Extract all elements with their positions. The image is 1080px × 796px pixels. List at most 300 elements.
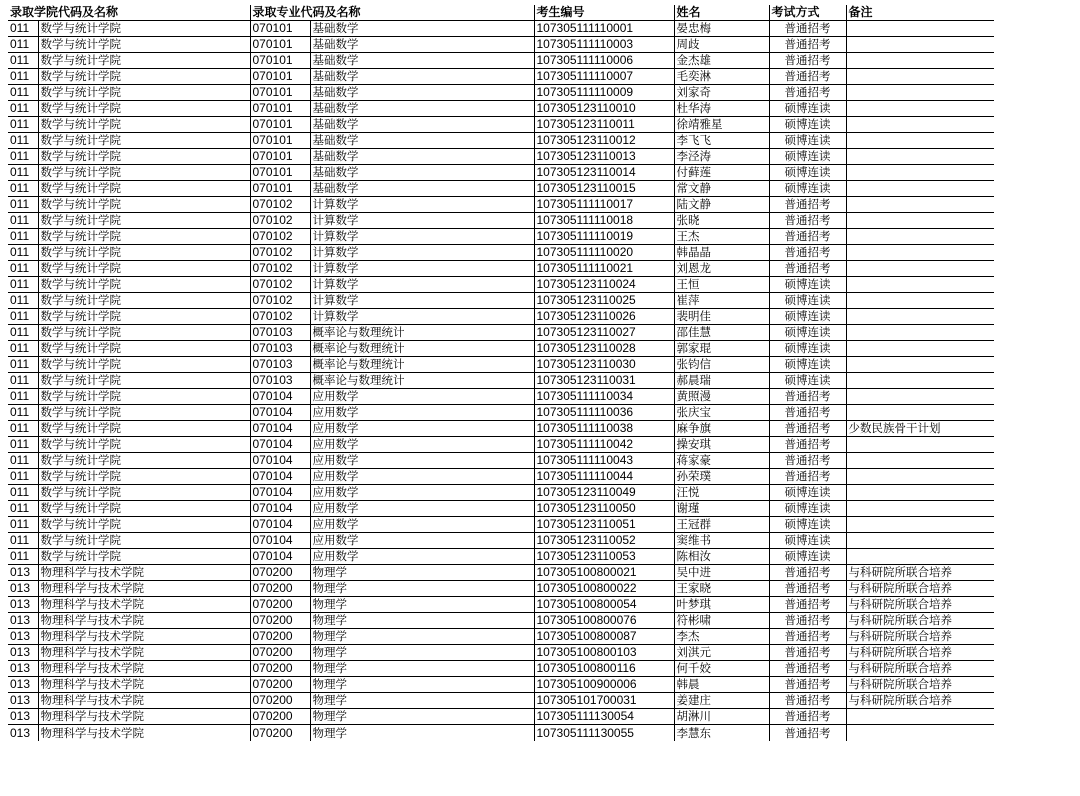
college-code-cell[interactable]: 011 (8, 437, 38, 453)
exam-method-cell[interactable]: 普通招考 (769, 421, 846, 437)
major-name-cell[interactable]: 应用数学 (310, 389, 534, 405)
exam-no-cell[interactable]: 107305111110003 (534, 37, 674, 53)
student-name-cell[interactable]: 汪悦 (674, 485, 769, 501)
major-name-cell[interactable]: 概率论与数理统计 (310, 357, 534, 373)
table-row[interactable] (8, 213, 994, 229)
exam-method-cell[interactable]: 硕博连读 (769, 357, 846, 373)
student-name-cell[interactable]: 常文静 (674, 181, 769, 197)
college-code-cell[interactable]: 013 (8, 565, 38, 581)
exam-no-cell[interactable]: 107305123110014 (534, 165, 674, 181)
college-code-cell[interactable]: 011 (8, 117, 38, 133)
major-code-cell[interactable]: 070104 (250, 453, 310, 469)
exam-method-cell[interactable]: 硕博连读 (769, 277, 846, 293)
student-name-cell[interactable]: 周歧 (674, 37, 769, 53)
exam-no-cell[interactable]: 107305100800103 (534, 645, 674, 661)
exam-no-cell[interactable]: 107305123110025 (534, 293, 674, 309)
remark-cell[interactable] (846, 485, 994, 501)
table-row[interactable] (8, 229, 994, 245)
student-name-cell[interactable]: 李飞飞 (674, 133, 769, 149)
college-code-cell[interactable]: 011 (8, 373, 38, 389)
major-code-cell[interactable]: 070104 (250, 517, 310, 533)
remark-cell[interactable] (846, 245, 994, 261)
major-code-cell[interactable]: 070104 (250, 549, 310, 565)
college-name-cell[interactable]: 数学与统计学院 (38, 53, 250, 69)
student-name-cell[interactable]: 张晓 (674, 213, 769, 229)
exam-method-cell[interactable]: 普通招考 (769, 725, 846, 741)
exam-no-cell[interactable]: 107305111110017 (534, 197, 674, 213)
exam-method-cell[interactable]: 硕博连读 (769, 485, 846, 501)
college-code-cell[interactable]: 011 (8, 341, 38, 357)
student-name-cell[interactable]: 吴中进 (674, 565, 769, 581)
table-row[interactable] (8, 277, 994, 293)
student-name-cell[interactable]: 金杰雄 (674, 53, 769, 69)
remark-cell[interactable] (846, 133, 994, 149)
exam-method-cell[interactable]: 普通招考 (769, 677, 846, 693)
college-name-cell[interactable]: 数学与统计学院 (38, 309, 250, 325)
major-name-cell[interactable]: 计算数学 (310, 213, 534, 229)
table-row[interactable] (8, 21, 994, 37)
remark-cell[interactable] (846, 549, 994, 565)
remark-cell[interactable] (846, 277, 994, 293)
exam-no-cell[interactable]: 107305123110013 (534, 149, 674, 165)
major-code-cell[interactable]: 070104 (250, 437, 310, 453)
remark-cell[interactable] (846, 341, 994, 357)
exam-no-cell[interactable]: 107305123110015 (534, 181, 674, 197)
college-name-cell[interactable]: 数学与统计学院 (38, 245, 250, 261)
major-code-cell[interactable]: 070101 (250, 37, 310, 53)
major-code-cell[interactable]: 070102 (250, 229, 310, 245)
table-row[interactable] (8, 165, 994, 181)
major-name-cell[interactable]: 概率论与数理统计 (310, 325, 534, 341)
college-name-cell[interactable]: 物理科学与技术学院 (38, 693, 250, 709)
major-code-cell[interactable]: 070104 (250, 389, 310, 405)
student-name-cell[interactable]: 郝晨瑞 (674, 373, 769, 389)
major-code-cell[interactable]: 070101 (250, 133, 310, 149)
major-code-cell[interactable]: 070200 (250, 709, 310, 725)
exam-no-cell[interactable]: 107305100800076 (534, 613, 674, 629)
remark-cell[interactable]: 与科研院所联合培养 (846, 581, 994, 597)
student-name-cell[interactable]: 孙荣璞 (674, 469, 769, 485)
college-code-cell[interactable]: 013 (8, 629, 38, 645)
table-row[interactable] (8, 469, 994, 485)
table-row[interactable] (8, 117, 994, 133)
college-code-cell[interactable]: 013 (8, 661, 38, 677)
major-code-cell[interactable]: 070103 (250, 341, 310, 357)
exam-no-cell[interactable]: 107305123110011 (534, 117, 674, 133)
college-code-cell[interactable]: 011 (8, 533, 38, 549)
exam-method-cell[interactable]: 硕博连读 (769, 325, 846, 341)
major-name-cell[interactable]: 应用数学 (310, 405, 534, 421)
major-code-cell[interactable]: 070102 (250, 309, 310, 325)
remark-cell[interactable] (846, 53, 994, 69)
college-name-cell[interactable]: 数学与统计学院 (38, 277, 250, 293)
exam-no-cell[interactable]: 107305123110050 (534, 501, 674, 517)
major-code-cell[interactable]: 070103 (250, 373, 310, 389)
major-code-cell[interactable]: 070101 (250, 101, 310, 117)
college-code-cell[interactable]: 011 (8, 101, 38, 117)
major-code-cell[interactable]: 070104 (250, 485, 310, 501)
major-name-cell[interactable]: 应用数学 (310, 485, 534, 501)
table-row[interactable] (8, 101, 994, 117)
exam-no-cell[interactable]: 107305100800022 (534, 581, 674, 597)
exam-method-cell[interactable]: 硕博连读 (769, 133, 846, 149)
major-name-cell[interactable]: 基础数学 (310, 69, 534, 85)
remark-cell[interactable] (846, 117, 994, 133)
exam-no-cell[interactable]: 107305111110034 (534, 389, 674, 405)
major-name-cell[interactable]: 应用数学 (310, 421, 534, 437)
remark-cell[interactable] (846, 213, 994, 229)
remark-cell[interactable] (846, 389, 994, 405)
major-name-cell[interactable]: 物理学 (310, 613, 534, 629)
exam-method-cell[interactable]: 普通招考 (769, 85, 846, 101)
table-row[interactable] (8, 373, 994, 389)
major-name-cell[interactable]: 基础数学 (310, 101, 534, 117)
major-name-cell[interactable]: 应用数学 (310, 549, 534, 565)
major-code-cell[interactable]: 070102 (250, 261, 310, 277)
major-name-cell[interactable]: 基础数学 (310, 133, 534, 149)
exam-no-cell[interactable]: 107305111110018 (534, 213, 674, 229)
exam-method-cell[interactable]: 普通招考 (769, 229, 846, 245)
major-name-cell[interactable]: 计算数学 (310, 277, 534, 293)
exam-method-cell[interactable]: 普通招考 (769, 661, 846, 677)
exam-method-cell[interactable]: 硕博连读 (769, 517, 846, 533)
student-name-cell[interactable]: 裴明佳 (674, 309, 769, 325)
college-name-cell[interactable]: 数学与统计学院 (38, 517, 250, 533)
major-name-cell[interactable]: 基础数学 (310, 53, 534, 69)
college-code-cell[interactable]: 011 (8, 421, 38, 437)
exam-no-cell[interactable]: 107305123110049 (534, 485, 674, 501)
exam-method-cell[interactable]: 普通招考 (769, 613, 846, 629)
table-row[interactable] (8, 501, 994, 517)
remark-cell[interactable] (846, 21, 994, 37)
student-name-cell[interactable]: 胡淋川 (674, 709, 769, 725)
exam-method-cell[interactable]: 硕博连读 (769, 165, 846, 181)
college-name-cell[interactable]: 数学与统计学院 (38, 437, 250, 453)
college-name-cell[interactable]: 物理科学与技术学院 (38, 565, 250, 581)
remark-cell[interactable] (846, 37, 994, 53)
student-name-cell[interactable]: 刘淇元 (674, 645, 769, 661)
college-name-cell[interactable]: 数学与统计学院 (38, 133, 250, 149)
college-name-cell[interactable]: 数学与统计学院 (38, 37, 250, 53)
exam-no-cell[interactable]: 107305101700031 (534, 693, 674, 709)
major-code-cell[interactable]: 070101 (250, 69, 310, 85)
college-code-cell[interactable]: 011 (8, 53, 38, 69)
student-name-cell[interactable]: 刘恩龙 (674, 261, 769, 277)
student-name-cell[interactable]: 谢瑾 (674, 501, 769, 517)
major-name-cell[interactable]: 计算数学 (310, 261, 534, 277)
college-code-cell[interactable]: 011 (8, 229, 38, 245)
major-name-cell[interactable]: 基础数学 (310, 37, 534, 53)
major-code-cell[interactable]: 070102 (250, 213, 310, 229)
table-row[interactable] (8, 69, 994, 85)
header-name[interactable]: 姓名 (674, 5, 769, 21)
exam-no-cell[interactable]: 107305123110030 (534, 357, 674, 373)
table-row[interactable] (8, 629, 994, 645)
exam-method-cell[interactable]: 硕博连读 (769, 373, 846, 389)
exam-no-cell[interactable]: 107305100900006 (534, 677, 674, 693)
remark-cell[interactable] (846, 165, 994, 181)
header-college[interactable]: 录取学院代码及名称 (8, 5, 250, 21)
major-code-cell[interactable]: 070102 (250, 197, 310, 213)
exam-no-cell[interactable]: 107305111110019 (534, 229, 674, 245)
major-code-cell[interactable]: 070103 (250, 325, 310, 341)
major-name-cell[interactable]: 应用数学 (310, 469, 534, 485)
exam-method-cell[interactable]: 普通招考 (769, 405, 846, 421)
exam-no-cell[interactable]: 107305123110027 (534, 325, 674, 341)
exam-method-cell[interactable]: 硕博连读 (769, 149, 846, 165)
header-remark[interactable]: 备注 (848, 5, 873, 20)
table-row[interactable] (8, 613, 994, 629)
major-name-cell[interactable]: 物理学 (310, 677, 534, 693)
major-name-cell[interactable]: 概率论与数理统计 (310, 341, 534, 357)
student-name-cell[interactable]: 姜建庄 (674, 693, 769, 709)
exam-method-cell[interactable]: 普通招考 (769, 245, 846, 261)
major-code-cell[interactable]: 070104 (250, 469, 310, 485)
college-code-cell[interactable]: 011 (8, 485, 38, 501)
college-code-cell[interactable]: 011 (8, 133, 38, 149)
remark-cell[interactable]: 与科研院所联合培养 (846, 693, 994, 709)
major-name-cell[interactable]: 物理学 (310, 565, 534, 581)
major-code-cell[interactable]: 070101 (250, 53, 310, 69)
student-name-cell[interactable]: 李泾涛 (674, 149, 769, 165)
major-name-cell[interactable]: 基础数学 (310, 181, 534, 197)
major-code-cell[interactable]: 070200 (250, 565, 310, 581)
major-name-cell[interactable]: 基础数学 (310, 165, 534, 181)
exam-no-cell[interactable]: 107305111110009 (534, 85, 674, 101)
college-name-cell[interactable]: 数学与统计学院 (38, 101, 250, 117)
college-code-cell[interactable]: 011 (8, 309, 38, 325)
table-row[interactable] (8, 245, 994, 261)
remark-cell[interactable] (846, 197, 994, 213)
table-row[interactable] (8, 405, 994, 421)
remark-cell[interactable] (846, 501, 994, 517)
college-name-cell[interactable]: 数学与统计学院 (38, 21, 250, 37)
college-name-cell[interactable]: 数学与统计学院 (38, 181, 250, 197)
exam-no-cell[interactable]: 107305100800116 (534, 661, 674, 677)
student-name-cell[interactable]: 陈相汝 (674, 549, 769, 565)
major-name-cell[interactable]: 基础数学 (310, 85, 534, 101)
table-row[interactable] (8, 37, 994, 53)
table-row[interactable] (8, 677, 994, 693)
major-name-cell[interactable]: 应用数学 (310, 517, 534, 533)
college-name-cell[interactable]: 数学与统计学院 (38, 293, 250, 309)
table-row[interactable] (8, 533, 994, 549)
exam-method-cell[interactable]: 普通招考 (769, 197, 846, 213)
exam-no-cell[interactable]: 107305111110043 (534, 453, 674, 469)
college-code-cell[interactable]: 011 (8, 165, 38, 181)
exam-method-cell[interactable]: 硕博连读 (769, 533, 846, 549)
remark-cell[interactable]: 与科研院所联合培养 (846, 597, 994, 613)
exam-method-cell[interactable]: 硕博连读 (769, 549, 846, 565)
student-name-cell[interactable]: 韩晨 (674, 677, 769, 693)
exam-no-cell[interactable]: 107305123110024 (534, 277, 674, 293)
major-name-cell[interactable]: 基础数学 (310, 21, 534, 37)
student-name-cell[interactable]: 付藓莲 (674, 165, 769, 181)
header-exam-no[interactable]: 考生编号 (534, 5, 674, 21)
remark-cell[interactable] (846, 709, 994, 725)
exam-no-cell[interactable]: 107305111110036 (534, 405, 674, 421)
exam-no-cell[interactable]: 107305123110028 (534, 341, 674, 357)
major-code-cell[interactable]: 070200 (250, 613, 310, 629)
exam-method-cell[interactable]: 硕博连读 (769, 293, 846, 309)
table-row[interactable] (8, 133, 994, 149)
remark-cell[interactable] (846, 453, 994, 469)
major-code-cell[interactable]: 070102 (250, 245, 310, 261)
college-code-cell[interactable]: 013 (8, 613, 38, 629)
exam-no-cell[interactable]: 107305123110012 (534, 133, 674, 149)
student-name-cell[interactable]: 晏忠梅 (674, 21, 769, 37)
exam-no-cell[interactable]: 107305111110021 (534, 261, 674, 277)
major-code-cell[interactable]: 070200 (250, 677, 310, 693)
exam-no-cell[interactable]: 107305123110010 (534, 101, 674, 117)
student-name-cell[interactable]: 李杰 (674, 629, 769, 645)
college-name-cell[interactable]: 数学与统计学院 (38, 117, 250, 133)
exam-method-cell[interactable]: 普通招考 (769, 213, 846, 229)
remark-cell[interactable] (846, 357, 994, 373)
major-code-cell[interactable]: 070104 (250, 421, 310, 437)
student-name-cell[interactable]: 张庆宝 (674, 405, 769, 421)
college-name-cell[interactable]: 物理科学与技术学院 (38, 661, 250, 677)
college-code-cell[interactable]: 013 (8, 645, 38, 661)
college-name-cell[interactable]: 数学与统计学院 (38, 165, 250, 181)
remark-cell[interactable] (846, 405, 994, 421)
student-name-cell[interactable]: 符彬啸 (674, 613, 769, 629)
major-code-cell[interactable]: 070101 (250, 165, 310, 181)
remark-cell[interactable]: 与科研院所联合培养 (846, 629, 994, 645)
remark-cell[interactable] (846, 85, 994, 101)
major-name-cell[interactable]: 计算数学 (310, 309, 534, 325)
exam-no-cell[interactable]: 107305111130055 (534, 725, 674, 741)
exam-method-cell[interactable]: 硕博连读 (769, 101, 846, 117)
exam-no-cell[interactable]: 107305111110042 (534, 437, 674, 453)
table-row[interactable] (8, 565, 994, 581)
table-row[interactable] (8, 181, 994, 197)
college-code-cell[interactable]: 013 (8, 597, 38, 613)
table-row[interactable] (8, 357, 994, 373)
student-name-cell[interactable]: 杜华涛 (674, 101, 769, 117)
major-name-cell[interactable]: 物理学 (310, 661, 534, 677)
remark-cell[interactable] (846, 149, 994, 165)
table-row[interactable] (8, 549, 994, 565)
college-name-cell[interactable]: 数学与统计学院 (38, 69, 250, 85)
remark-cell[interactable] (846, 325, 994, 341)
exam-method-cell[interactable]: 普通招考 (769, 645, 846, 661)
student-name-cell[interactable]: 窦维书 (674, 533, 769, 549)
exam-method-cell[interactable]: 普通招考 (769, 709, 846, 725)
exam-no-cell[interactable]: 107305123110026 (534, 309, 674, 325)
college-code-cell[interactable]: 011 (8, 197, 38, 213)
major-code-cell[interactable]: 070101 (250, 21, 310, 37)
exam-method-cell[interactable]: 硕博连读 (769, 117, 846, 133)
table-row[interactable] (8, 85, 994, 101)
table-row[interactable] (8, 709, 994, 725)
college-code-cell[interactable]: 011 (8, 277, 38, 293)
exam-method-cell[interactable]: 普通招考 (769, 565, 846, 581)
remark-cell[interactable] (846, 309, 994, 325)
exam-method-cell[interactable]: 普通招考 (769, 21, 846, 37)
major-name-cell[interactable]: 计算数学 (310, 229, 534, 245)
college-name-cell[interactable]: 数学与统计学院 (38, 533, 250, 549)
exam-method-cell[interactable]: 普通招考 (769, 581, 846, 597)
remark-cell[interactable] (846, 181, 994, 197)
major-name-cell[interactable]: 应用数学 (310, 501, 534, 517)
remark-cell[interactable] (846, 373, 994, 389)
remark-cell[interactable] (846, 293, 994, 309)
remark-cell[interactable] (846, 469, 994, 485)
remark-cell[interactable] (846, 229, 994, 245)
college-name-cell[interactable]: 数学与统计学院 (38, 501, 250, 517)
major-name-cell[interactable]: 应用数学 (310, 453, 534, 469)
remark-cell[interactable] (846, 101, 994, 117)
table-row[interactable] (8, 261, 994, 277)
college-name-cell[interactable]: 数学与统计学院 (38, 549, 250, 565)
remark-cell[interactable]: 与科研院所联合培养 (846, 565, 994, 581)
college-code-cell[interactable]: 011 (8, 389, 38, 405)
college-code-cell[interactable]: 011 (8, 517, 38, 533)
exam-method-cell[interactable]: 硕博连读 (769, 341, 846, 357)
student-name-cell[interactable]: 叶梦琪 (674, 597, 769, 613)
exam-no-cell[interactable]: 107305123110031 (534, 373, 674, 389)
college-code-cell[interactable]: 011 (8, 181, 38, 197)
college-code-cell[interactable]: 011 (8, 37, 38, 53)
college-name-cell[interactable]: 数学与统计学院 (38, 357, 250, 373)
major-name-cell[interactable]: 基础数学 (310, 117, 534, 133)
exam-no-cell[interactable]: 107305111110038 (534, 421, 674, 437)
student-name-cell[interactable]: 王恒 (674, 277, 769, 293)
remark-cell[interactable] (846, 725, 994, 741)
college-code-cell[interactable]: 013 (8, 709, 38, 725)
college-name-cell[interactable]: 物理科学与技术学院 (38, 709, 250, 725)
table-row[interactable] (8, 453, 994, 469)
table-row[interactable] (8, 309, 994, 325)
exam-method-cell[interactable]: 普通招考 (769, 389, 846, 405)
exam-no-cell[interactable]: 107305111110044 (534, 469, 674, 485)
college-name-cell[interactable]: 数学与统计学院 (38, 389, 250, 405)
major-code-cell[interactable]: 070101 (250, 85, 310, 101)
college-code-cell[interactable]: 013 (8, 581, 38, 597)
college-code-cell[interactable]: 011 (8, 405, 38, 421)
college-code-cell[interactable]: 011 (8, 293, 38, 309)
table-row[interactable] (8, 389, 994, 405)
remark-cell[interactable] (846, 533, 994, 549)
major-name-cell[interactable]: 物理学 (310, 709, 534, 725)
major-name-cell[interactable]: 物理学 (310, 645, 534, 661)
college-code-cell[interactable]: 011 (8, 453, 38, 469)
major-code-cell[interactable]: 070200 (250, 725, 310, 741)
college-name-cell[interactable]: 数学与统计学院 (38, 373, 250, 389)
exam-no-cell[interactable]: 107305123110052 (534, 533, 674, 549)
exam-method-cell[interactable]: 普通招考 (769, 469, 846, 485)
college-name-cell[interactable]: 数学与统计学院 (38, 405, 250, 421)
college-name-cell[interactable]: 数学与统计学院 (38, 149, 250, 165)
student-name-cell[interactable]: 何千姣 (674, 661, 769, 677)
major-code-cell[interactable]: 070200 (250, 629, 310, 645)
college-code-cell[interactable]: 011 (8, 325, 38, 341)
table-row[interactable] (8, 725, 994, 741)
remark-cell[interactable]: 少数民族骨干计划 (846, 421, 994, 437)
student-name-cell[interactable]: 陆文静 (674, 197, 769, 213)
table-row[interactable] (8, 597, 994, 613)
college-name-cell[interactable]: 数学与统计学院 (38, 469, 250, 485)
college-name-cell[interactable]: 物理科学与技术学院 (38, 613, 250, 629)
header-major[interactable]: 录取专业代码及名称 (250, 5, 534, 21)
student-name-cell[interactable]: 张钧信 (674, 357, 769, 373)
remark-cell[interactable] (846, 261, 994, 277)
college-name-cell[interactable]: 物理科学与技术学院 (38, 597, 250, 613)
college-name-cell[interactable]: 数学与统计学院 (38, 261, 250, 277)
student-name-cell[interactable]: 麻争旗 (674, 421, 769, 437)
major-code-cell[interactable]: 070103 (250, 357, 310, 373)
